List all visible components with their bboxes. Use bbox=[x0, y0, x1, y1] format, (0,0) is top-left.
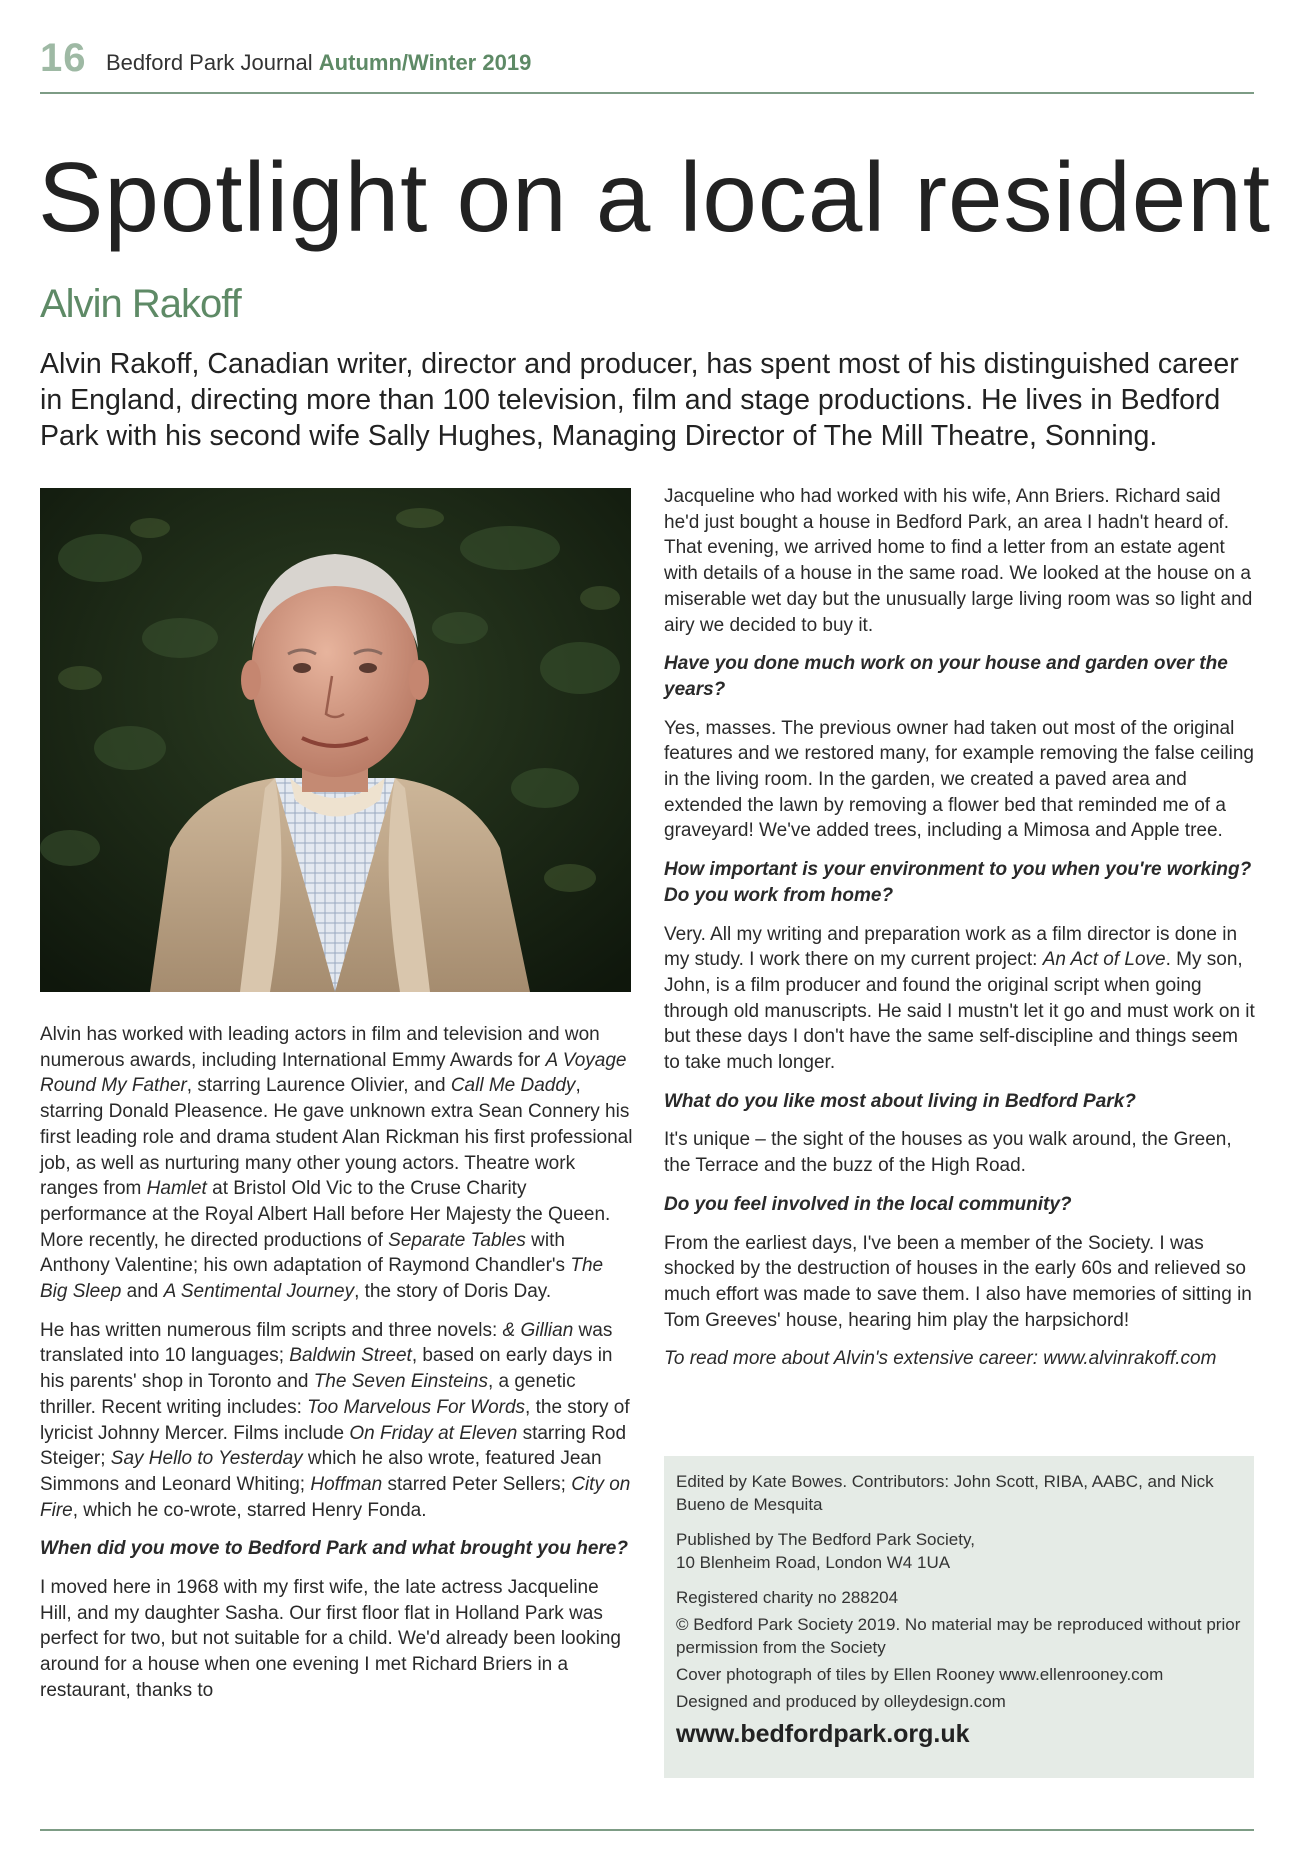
interview-question: What do you like most about living in Bedford Park? bbox=[664, 1090, 1136, 1112]
publisher-line: Published by The Bedford Park Society, bbox=[676, 1530, 975, 1549]
article-subtitle: Alvin Rakoff bbox=[40, 282, 241, 326]
text-run: , a genetic thriller. Recent writing includes: bbox=[40, 1371, 576, 1418]
article-title: Spotlight on a local resident bbox=[38, 142, 1271, 252]
text-run: , the story of lyricist Johnny Mercer. Films include bbox=[40, 1396, 630, 1444]
publisher-credit bbox=[676, 1528, 1242, 1574]
interview-question: Do you feel involved in the local community? bbox=[664, 1193, 1072, 1215]
interview-question: When did you move to Bedford Park and what brought you here? bbox=[40, 1538, 628, 1560]
work-title: An Act of Love bbox=[1042, 949, 1166, 971]
interview-answer: Jacqueline who had worked with his wife, Ann Briers. Richard said he'd just bought a house in Bedford Park, an area I hadn't heard of. That evening, we arrived home to find a letter from an estate agent with details of a house in the same road. We looked at the house on a miserable wet day but the unusually large living room was so light and airy we decided to buy it. bbox=[664, 486, 1253, 636]
text-run: starring Rod Steiger; bbox=[40, 1422, 627, 1470]
writing-paragraph bbox=[40, 1318, 634, 1524]
right-column bbox=[664, 484, 1258, 1385]
page-header bbox=[40, 34, 1254, 94]
work-title: Too Marvelous For Words bbox=[307, 1396, 526, 1418]
work-title: The Seven Einsteins bbox=[313, 1371, 488, 1393]
text-run: Alvin has worked with leading actors in film and television and won numerous awards, including International Emmy Awards for bbox=[40, 1024, 600, 1071]
publisher-address: 10 Blenheim Road, London W4 1UA bbox=[676, 1553, 951, 1572]
left-column bbox=[40, 1022, 634, 1717]
portrait-photo bbox=[40, 488, 631, 992]
work-title: Separate Tables bbox=[388, 1229, 526, 1251]
design-credit: Designed and produced by olleydesign.com bbox=[676, 1692, 1006, 1711]
text-run: Very. All my writing and preparation work as a film director is done in my study. I work there on my current project: bbox=[664, 923, 1238, 971]
interview-answer: I moved here in 1968 with my first wife, the late actress Jacqueline Hill, and my daughter Sasha. Our first floor flat in Holland Park was perfect for two, but not suitable for a child. We'd already been looking around for a house when one evening I met Richard Briers in a restaurant, thanks to bbox=[40, 1577, 622, 1701]
text-run: , which he co-wrote, starred Henry Fonda. bbox=[72, 1499, 427, 1521]
article-intro: Alvin Rakoff, Canadian writer, director and producer, has spent most of his distinguished career in England, directing more than 100 television, film and stage productions. He lives in Bedford Park with his second wife Sally Hughes, Managing Director of The Mill Theatre, Sonning. bbox=[40, 348, 1239, 452]
work-title: & Gillian bbox=[502, 1319, 574, 1341]
text-run: which he also wrote, featured Jean Simmons and Leonard Whiting; bbox=[40, 1448, 602, 1495]
text-run: , the story of Doris Day. bbox=[354, 1281, 552, 1303]
interview-question: How important is your environment to you when you're working? Do you work from home? bbox=[664, 859, 1252, 906]
society-website: www.bedfordpark.org.uk bbox=[676, 1720, 970, 1748]
work-title: Hoffman bbox=[310, 1473, 383, 1495]
copyright-notice: © Bedford Park Society 2019. No material may be reproduced without prior permission from the Society bbox=[676, 1615, 1241, 1657]
charity-number: Registered charity no 288204 bbox=[676, 1588, 899, 1607]
interview-answer: From the earliest days, I've been a member of the Society. I was shocked by the destruction of houses in the early 60s and relieved so much effort was made to save them. I also have memories of sitting in Tom Greeves' house, hearing him play the harpsichord! bbox=[664, 1232, 1252, 1331]
footer-rule bbox=[40, 1829, 1254, 1831]
work-title: A Sentimental Journey bbox=[163, 1281, 355, 1303]
cover-credit: Cover photograph of tiles by Ellen Rooney www.ellenrooney.com bbox=[676, 1665, 1164, 1684]
interview-answer: It's unique – the sight of the houses as you walk around, the Green, the Terrace and the buzz of the High Road. bbox=[664, 1129, 1232, 1177]
work-title: Baldwin Street bbox=[289, 1345, 412, 1367]
text-run: was translated into 10 languages; bbox=[40, 1319, 613, 1367]
text-run: and bbox=[121, 1281, 164, 1303]
work-title: Call Me Daddy bbox=[450, 1075, 576, 1097]
editor-credit: Edited by Kate Bowes. Contributors: John Scott, RIBA, AABC, and Nick Bueno de Mesquita bbox=[676, 1472, 1214, 1514]
interview-question: Have you done much work on your house and garden over the years? bbox=[664, 653, 1228, 700]
work-title: A Voyage Round My Father bbox=[40, 1049, 627, 1097]
work-title: Hamlet bbox=[146, 1178, 207, 1200]
work-title: The Big Sleep bbox=[40, 1255, 604, 1303]
text-run: He has written numerous film scripts and three novels: bbox=[40, 1319, 503, 1341]
text-run: , starring Donald Pleasence. He gave unknown extra Sean Connery his first leading role and drama student Alan Rickman his first professional job, as well as nurturing many other young actors. Theatre work ranges from bbox=[40, 1075, 633, 1200]
work-title: On Friday at Eleven bbox=[349, 1422, 518, 1444]
text-run: , starring Laurence Olivier, and bbox=[186, 1075, 451, 1097]
text-run: . My son, John, is a film producer and found the original script when going through old manuscripts. He said I mustn't let it go and must work on it but these days I don't have the same self-discipline and things seem to take much longer. bbox=[664, 949, 1255, 1074]
work-title: Say Hello to Yesterday bbox=[110, 1448, 303, 1470]
issue-label: Autumn/Winter 2019 bbox=[318, 50, 532, 75]
work-title: City on Fire bbox=[40, 1473, 631, 1521]
interview-answer bbox=[664, 922, 1258, 1076]
running-head bbox=[106, 50, 531, 76]
text-run: starred Peter Sellers; bbox=[382, 1473, 572, 1495]
bio-paragraph bbox=[40, 1022, 634, 1305]
text-run: at Bristol Old Vic to the Cruse Charity performance at the Royal Albert Hall before Her Majesty the Queen. More recently, he directed productions of bbox=[40, 1178, 611, 1251]
page-number: 16 bbox=[40, 36, 87, 80]
outro-line: To read more about Alvin's extensive career: www.alvinrakoff.com bbox=[664, 1348, 1217, 1370]
interview-answer: Yes, masses. The previous owner had taken out most of the original features and we restored many, for example removing the false ceiling in the living room. In the garden, we created a paved area and extended the lawn by removing a flower bed that reminded me of a graveyard! We've added trees, including a Mimosa and Apple tree. bbox=[664, 717, 1255, 842]
journal-name: Bedford Park Journal bbox=[106, 50, 313, 75]
credits-box bbox=[664, 1456, 1254, 1778]
text-run: with Anthony Valentine; his own adaptation of Raymond Chandler's bbox=[40, 1229, 571, 1277]
text-run: , based on early days in his parents' shop in Toronto and bbox=[40, 1345, 613, 1393]
